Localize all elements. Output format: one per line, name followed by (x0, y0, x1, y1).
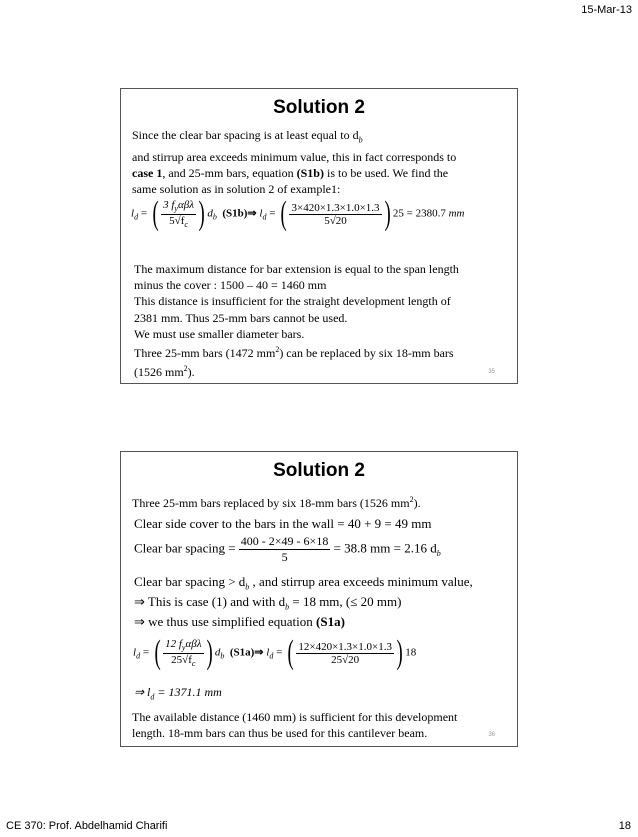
slide-number: 35 (488, 369, 495, 375)
body-line-1: The maximum distance for bar extension is equal to the span length (134, 262, 459, 276)
result-line: ⇒ $l_d = 1371.1$ mm (134, 685, 222, 702)
side-cover-line: Clear side cover to the bars in the wall = 40 + 9 = 49 mm (134, 516, 432, 531)
slide-number: 36 (488, 732, 495, 738)
closing-line-2: length. 18-mm bars can thus be used for this cantilever beam. (132, 726, 428, 741)
slide-title: Solution 2 (273, 460, 365, 481)
intro-line-2: and stirrup area exceeds minimum value, this in fact corresponds to (132, 149, 457, 164)
intro-paragraph (132, 127, 512, 197)
bar-spacing-line: Clear bar spacing = $\frac{400 - 2\times 49 - 6\times 18}{5}$ = 38.8 mm = 2.16 $d_b$ (134, 534, 441, 564)
slide-35 (120, 88, 518, 384)
body-line-2: minus the cover : 1500 – 40 = 1460 mm (134, 278, 327, 293)
intro-line-3: case 1, and 25-mm bars, equation (S1b) is to be used. We find the (132, 165, 449, 180)
body-paragraph (134, 261, 514, 380)
footer-author: CE 370: Prof. Abdelhamid Charifi (6, 820, 168, 832)
body-line-5: We must use smaller diameter bars. (134, 326, 305, 341)
case-line: ⇒ This is case (1) and with $d_b = 18$ mm, (≤ 20 mm) (134, 594, 402, 612)
date-header: 15-Mar-13 (581, 4, 632, 16)
body-line-3: This distance is insufficient for the straight development length of (134, 294, 451, 309)
body-line-6: Three 25-mm bars (1472 $mm^2$) can be replaced by six 18-mm bars (134, 345, 454, 361)
equation-s1a: $l_d$ = ( $\frac{12 f_y\alpha\beta\lambda}{25√f_c}$ ) $d_b$ (S1a)⇒ $l_d$ = ( $\frac{12\times 420\times 1.3\times 1.0\times 1.3}{25√20}$ ) 18 (133, 634, 417, 671)
footer-page-number: 18 (618, 820, 631, 832)
intro-line-4: same solution as in solution 2 of example1: (132, 182, 341, 196)
body-line-7: (1526 $mm^2$). (134, 364, 195, 380)
body-line-4: 2381 mm. Thus 25-mm bars cannot be used. (134, 310, 348, 325)
slide-36 (120, 451, 518, 747)
spacing-check-line: Clear bar spacing > $d_b$ , and stirrup area exceeds minimum value, (134, 574, 473, 592)
closing-paragraph (132, 709, 512, 741)
closing-line-1: The available distance (1460 mm) is sufficient for this development (132, 710, 458, 724)
intro-line: Three 25-mm bars replaced by six 18-mm bars (1526 $mm^2$). (132, 495, 421, 510)
intro-line-1: Since the clear bar spacing is at least equal to $d_b$ (132, 128, 363, 145)
slide-title: Solution 2 (273, 97, 365, 118)
simplified-eq-line: ⇒ we thus use simplified equation (S1a) (134, 614, 345, 629)
equation-s1b: $l_d$ = ( $\frac{3 f_y\alpha\beta\lambda}{5√f_c}$ ) $d_b$ (S1b)⇒ $l_d$ = ( $\frac{3\times 420\times 1.3\times 1.0\times 1.3}{5√20}$ ) 25 = 2380.7 mm (131, 195, 465, 232)
